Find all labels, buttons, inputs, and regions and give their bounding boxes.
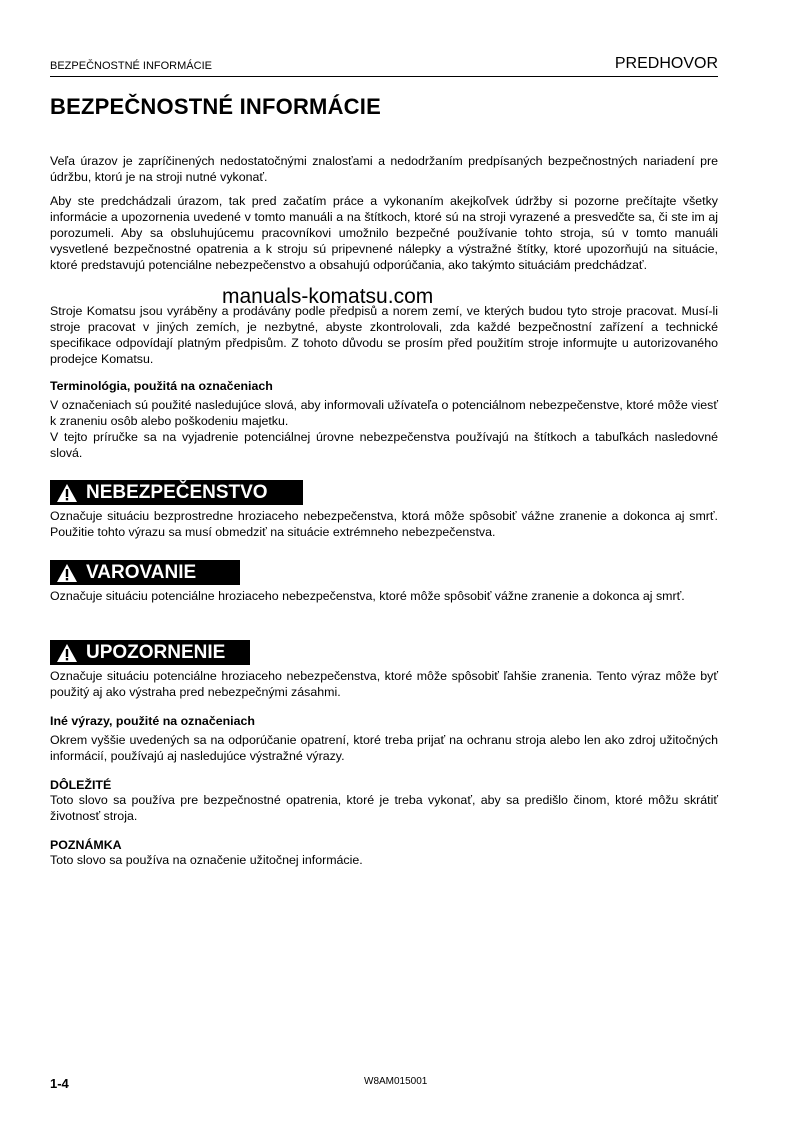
page-number: 1-4: [50, 1076, 69, 1091]
note-heading: POZNÁMKA: [50, 838, 122, 852]
terminology-text-2: V tejto príručke sa na vyjadrenie potenciálnej úrovne nebezpečenstva používajú na štítkoch a tabuľkách nasledovné slová.: [50, 430, 718, 460]
document-code: W8AM015001: [364, 1076, 428, 1087]
paragraph-2: Aby ste predchádzali úrazom, tak pred začatím práce a vykonaním akejkoľvek údržby si pozorne prečítajte všetky informácie a upozornenia uvedené v tomto manuáli a na štítkoch, ktoré sú na stroji vyrazené a presvedčte sa, či ste im aj porozumeli. Aby sa obsluhujúcemu pracovníkovi umožnilo bezpečné používanie tohto stroja, sú v tomto manuáli vysvetlené bezpečnostné opatrenia a k stroju sú pripevnené nálepky a výstražné štítky, ktoré upozorňujú na situácie, ktoré predstavujú potenciálne nebezpečenstvo a obsahujú odporúčania, ako takýmto situáciám predchádzať.: [50, 194, 718, 272]
danger-text: Označuje situáciu bezprostredne hroziaceho nebezpečenstva, ktorá môže spôsobiť vážne zranenie a dokonca aj smrť. Použitie tohto výrazu sa musí obmedziť na situácie extrémneho nebezpečenstva.: [50, 509, 718, 539]
watermark: manuals-komatsu.com: [222, 285, 434, 308]
page-title: BEZPEČNOSTNÉ INFORMÁCIE: [50, 94, 381, 119]
caution-label: [50, 640, 250, 665]
warning-label: [50, 560, 240, 585]
warning-triangle-icon: [56, 563, 78, 583]
note-text: Toto slovo sa používa na označenie užitočnej informácie.: [50, 853, 363, 867]
terminology-heading: Terminológia, použitá na označeniach: [50, 379, 273, 393]
paragraph-3: Stroje Komatsu jsou vyráběny a prodávány podle předpisů a norem zemí, ve kterých budou tyto stroje pracovat. Musí-li stroje pracovat v jiných zemích, je nezbytné, abyste zkontrolovali, zda každé bezpečnostní zařízení a technické specifikace odpovídají platným předpisům. Z tohoto důvodu se prosím před použitím stroje informujte u autorizovaného prodejce Komatsu.: [50, 304, 718, 366]
important-text: Toto slovo sa používa pre bezpečnostné opatrenia, ktoré je treba vykonať, aby sa predišlo činom, ktoré môžu skrátiť životnosť stroja.: [50, 793, 718, 823]
caution-label-text: UPOZORNENIE: [86, 641, 226, 663]
header-section: BEZPEČNOSTNÉ INFORMÁCIE: [50, 60, 212, 72]
important-heading: DÔLEŽITÉ: [50, 778, 112, 792]
warning-label-text: VAROVANIE: [86, 561, 197, 583]
terminology-text-1: V označeniach sú použité nasledujúce slová, aby informovali užívateľa o potenciálnom nebezpečenstve, ktoré môže viesť k zraneniu osôb alebo poškodeniu majetku.: [50, 398, 718, 428]
warning-text: Označuje situáciu potenciálne hroziaceho nebezpečenstva, ktoré môže spôsobiť vážne zranenie a dokonca aj smrť.: [50, 589, 685, 603]
caution-text: Označuje situáciu potenciálne hroziaceho nebezpečenstva, ktoré môže spôsobiť ľahšie zranenia. Tento výraz môže byť použitý aj ako výstraha pred nebezpečnými zásahmi.: [50, 669, 718, 699]
header-divider: [50, 76, 718, 77]
paragraph-1: Veľa úrazov je zapríčinených nedostatočnými znalosťami a nedodržaním predpísaných bezpečnostných nariadení pre údržbu, ktorú je na stroji nutné vykonať.: [50, 154, 718, 184]
other-terms-heading: Iné výrazy, použité na označeniach: [50, 714, 255, 728]
warning-triangle-icon: [56, 483, 78, 503]
danger-label-text: NEBEZPEČENSTVO: [86, 481, 268, 503]
other-terms-text: Okrem vyššie uvedených sa na odporúčanie opatrení, ktoré treba prijať na ochranu stroja alebo len ako zdroj užitočných informácií, používajú aj nasledujúce výstražné výrazy.: [50, 733, 718, 763]
header-chapter: PREDHOVOR: [614, 55, 718, 72]
danger-label: [50, 480, 303, 505]
warning-triangle-icon: [56, 643, 78, 663]
